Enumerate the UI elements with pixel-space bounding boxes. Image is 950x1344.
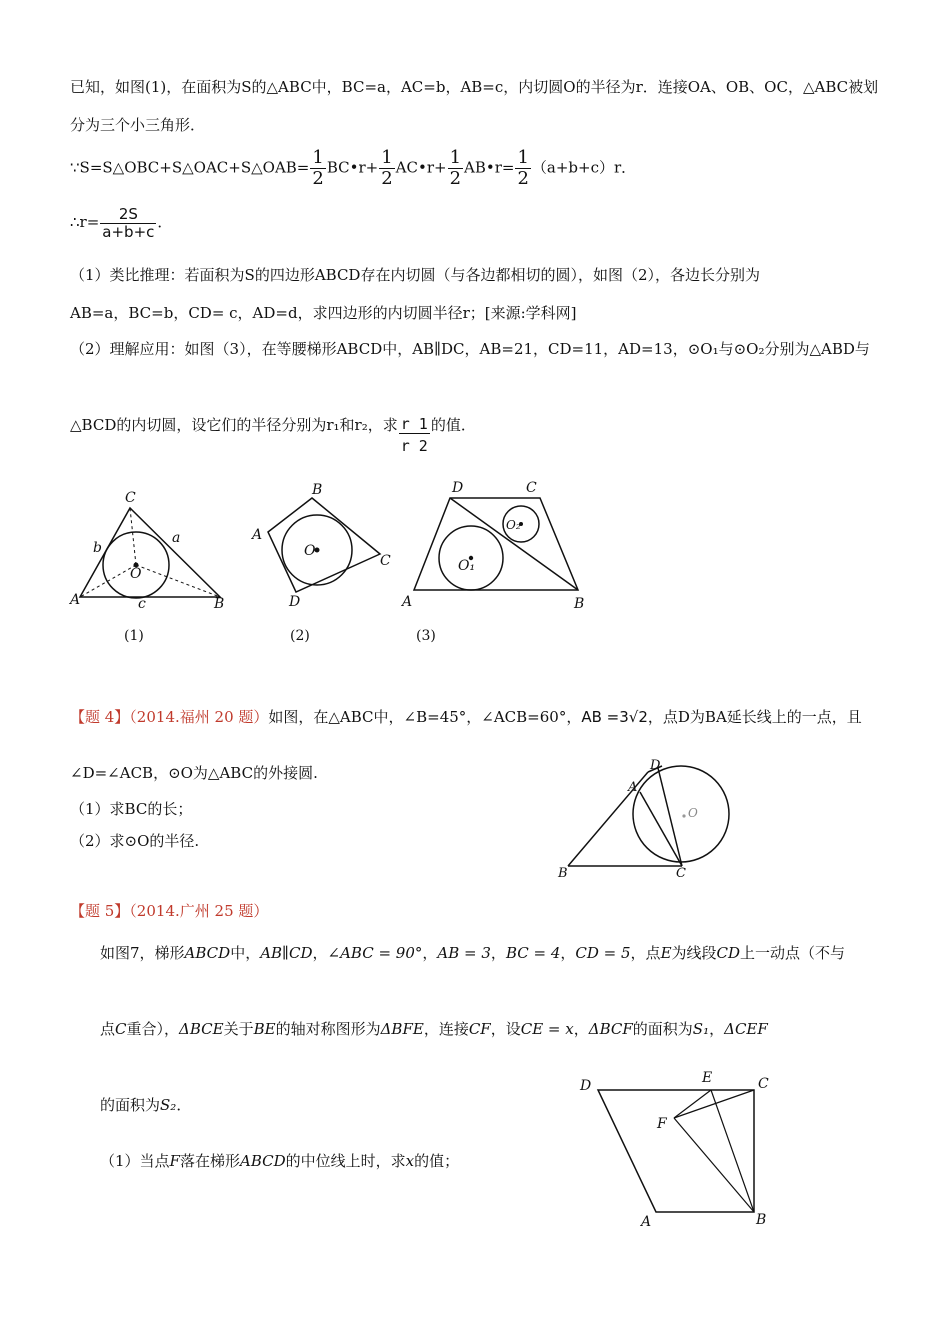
fig-caption-3: (3) xyxy=(416,628,436,644)
p5-l1b: ABCD xyxy=(184,944,231,962)
figure-3-trapezoid xyxy=(410,490,590,600)
half-fraction: $\frac{1}{2}$ xyxy=(381,147,393,189)
fig2-label-B: B xyxy=(312,482,323,498)
q2-line2-tail: 的值． xyxy=(430,416,476,434)
eq-tail: （a+b+c）r． xyxy=(531,158,637,177)
p5-q1d: ABCD xyxy=(239,1152,286,1170)
p5-l2i: ，连接 xyxy=(423,1020,469,1038)
p5-l2k: ，设 xyxy=(490,1020,521,1038)
eq-bc: BC•r+ xyxy=(326,158,379,177)
p5-q1f: x xyxy=(405,1152,415,1170)
p5-l1c: 中， xyxy=(230,944,261,962)
p5-l1i: ， xyxy=(490,944,506,962)
p5-l2r: ΔCEF xyxy=(724,1020,768,1038)
p5-l1m: ，点 xyxy=(630,944,661,962)
fig1-label-B: B xyxy=(214,596,225,612)
problem-5-line1 xyxy=(100,944,845,962)
p5-l2n: ΔBCF xyxy=(588,1020,633,1038)
problem-5-figure xyxy=(590,1080,770,1220)
problem-4-figure xyxy=(560,758,750,878)
p5-l1e: ， xyxy=(312,944,328,962)
problem-5-line2 xyxy=(100,1020,768,1038)
intro-line1: 已知，如图(1)，在面积为S的△ABC中，BC=a，AC=b，AB=c，内切圆O的半径为r．连接OA、OB、OC，△ABC被划 xyxy=(70,78,879,96)
p5-l1j: BC = 4 xyxy=(505,944,561,962)
p5-l2g: 的轴对称图形为 xyxy=(275,1020,381,1038)
area-equation xyxy=(70,148,636,189)
fig1-label-a: a xyxy=(172,530,181,546)
problem-4-text2: ，点D为BA延长线上的一点，且 xyxy=(647,708,862,726)
p4-label-B: B xyxy=(558,866,568,881)
p5-l1f: ∠ABC = 90° xyxy=(327,944,423,962)
half-fraction: $\frac{1}{2}$ xyxy=(312,147,324,189)
fig3-label-B: B xyxy=(574,596,585,612)
intro-line2: 分为三个小三角形． xyxy=(70,116,206,134)
p5-label-E: E xyxy=(702,1070,713,1086)
p5-l3b: S₂ xyxy=(160,1096,177,1114)
fig3-label-A: A xyxy=(402,594,413,610)
fig1-label-O: O xyxy=(130,566,142,582)
fig-caption-2: (2) xyxy=(290,628,310,644)
fig1-label-A: A xyxy=(70,592,81,608)
p5-l1d: AB∥CD xyxy=(260,944,313,962)
p5-q1a: （1）当点 xyxy=(100,1152,170,1170)
p5-q1e: 的中位线上时，求 xyxy=(285,1152,406,1170)
problem-4-q1: （1）求BC的长； xyxy=(70,800,193,818)
fig-caption-1: (1) xyxy=(124,628,144,644)
p4-label-C: C xyxy=(676,866,686,881)
p5-l1l: CD = 5 xyxy=(575,944,631,962)
p5-l1k: ， xyxy=(560,944,576,962)
problem-4-statement xyxy=(70,708,862,726)
p5-label-F: F xyxy=(657,1116,667,1132)
p4-label-A: A xyxy=(628,780,638,795)
radius-fraction: $\frac{2S}{a+b+c}$ xyxy=(102,205,155,241)
fig1-label-b: b xyxy=(93,540,102,556)
p5-l1g: ， xyxy=(422,944,438,962)
p5-l3c: ． xyxy=(176,1096,192,1114)
fig1-label-c: c xyxy=(138,596,146,612)
p5-l2f: BE xyxy=(253,1020,276,1038)
fig3-label-D: D xyxy=(452,480,464,496)
problem-4-line2: ∠D=∠ACB，⊙O为△ABC的外接圆. xyxy=(70,764,318,782)
p5-l2m: ， xyxy=(573,1020,589,1038)
half-fraction: $\frac{1}{2}$ xyxy=(449,147,462,189)
p5-l1q: 上一动点（不与 xyxy=(740,944,846,962)
res-suffix: ． xyxy=(157,213,173,231)
p5-l1p: CD xyxy=(716,944,741,962)
p5-l2c: 重合）， xyxy=(126,1020,180,1038)
problem-4-tag: 【题 4】（2014.福州 20 题） xyxy=(70,708,269,726)
p5-q1b: F xyxy=(169,1152,180,1170)
eq-prefix: ∵S=S△OBC+S△OAC+S△OAB= xyxy=(70,158,310,177)
problem-5-q1 xyxy=(100,1152,459,1170)
fig3-label-O1: O₁ xyxy=(458,558,476,574)
p5-l2j: CF xyxy=(468,1020,491,1038)
fig1-label-C: C xyxy=(125,490,136,506)
p5-l2q: ， xyxy=(709,1020,725,1038)
p5-label-A: A xyxy=(641,1214,652,1230)
p5-l2h: ΔBFE xyxy=(380,1020,424,1038)
p5-l1a: 如图7，梯形 xyxy=(100,944,185,962)
p5-l2l: CE = x xyxy=(520,1020,574,1038)
p5-l3a: 的面积为 xyxy=(100,1096,161,1114)
problem-4-text: 如图，在△ABC中，∠B=45°，∠ACB=60°， xyxy=(268,708,582,726)
problem-4-q2: （2）求⊙O的半径. xyxy=(70,832,200,850)
eq-ab: AB•r= xyxy=(464,158,515,177)
p5-label-B: B xyxy=(756,1212,767,1228)
p5-l1n: E xyxy=(660,944,672,962)
problem-5-line3 xyxy=(100,1096,191,1114)
p4-label-O: O xyxy=(688,806,698,820)
p5-l2d: ΔBCE xyxy=(179,1020,224,1038)
p4-label-D: D xyxy=(650,758,661,773)
p5-l2e: 关于 xyxy=(223,1020,254,1038)
p5-l2p: S₁ xyxy=(692,1020,710,1038)
p5-q1c: 落在梯形 xyxy=(179,1152,240,1170)
fig3-label-O2: O₂ xyxy=(506,518,521,532)
fig2-label-D: D xyxy=(289,594,301,610)
half-fraction: $\frac{1}{2}$ xyxy=(517,147,529,189)
p5-l2o: 的面积为 xyxy=(632,1020,693,1038)
res-prefix: ∴r= xyxy=(70,213,100,231)
q1-line2: AB=a，BC=b，CD= c，AD=d，求四边形的内切圆半径r；[来源:学科网] xyxy=(70,304,577,322)
fig2-label-O: O xyxy=(304,543,316,559)
p5-l1o: 为线段 xyxy=(671,944,717,962)
fig2-label-C: C xyxy=(380,553,391,569)
p5-l2a: 点 xyxy=(100,1020,116,1038)
p5-l2b: C xyxy=(115,1020,127,1038)
fig2-label-A: A xyxy=(252,527,263,543)
ratio-fraction: $\frac{r 1}{r 2}$ xyxy=(400,415,428,455)
radius-result xyxy=(70,206,172,240)
p5-label-D: D xyxy=(580,1078,592,1094)
problem-4-ab: AB =3√2 xyxy=(581,708,648,726)
p5-l1h: AB = 3 xyxy=(437,944,491,962)
q2-line2-text: △BCD的内切圆，设它们的半径分别为r₁和r₂，求 xyxy=(70,416,398,434)
q1-line1: （1）类比推理：若面积为S的四边形ABCD存在内切圆（与各边都相切的圆），如图（2），各边长分别为 xyxy=(70,266,761,284)
p5-label-C: C xyxy=(758,1076,769,1092)
figure-2-quadrilateral xyxy=(260,490,400,610)
q2-line1: （2）理解应用：如图（3），在等腰梯形ABCD中，AB∥DC，AB=21，CD=11，AD=13，⊙O₁与⊙O₂分别为△ABD与 xyxy=(70,340,870,358)
eq-ac: AC•r+ xyxy=(395,158,447,177)
problem-5-tag: 【题 5】（2014.广州 25 题） xyxy=(70,902,269,920)
fig3-label-C: C xyxy=(526,480,537,496)
q2-line2 xyxy=(70,416,476,454)
p5-q1g: 的值； xyxy=(414,1152,460,1170)
